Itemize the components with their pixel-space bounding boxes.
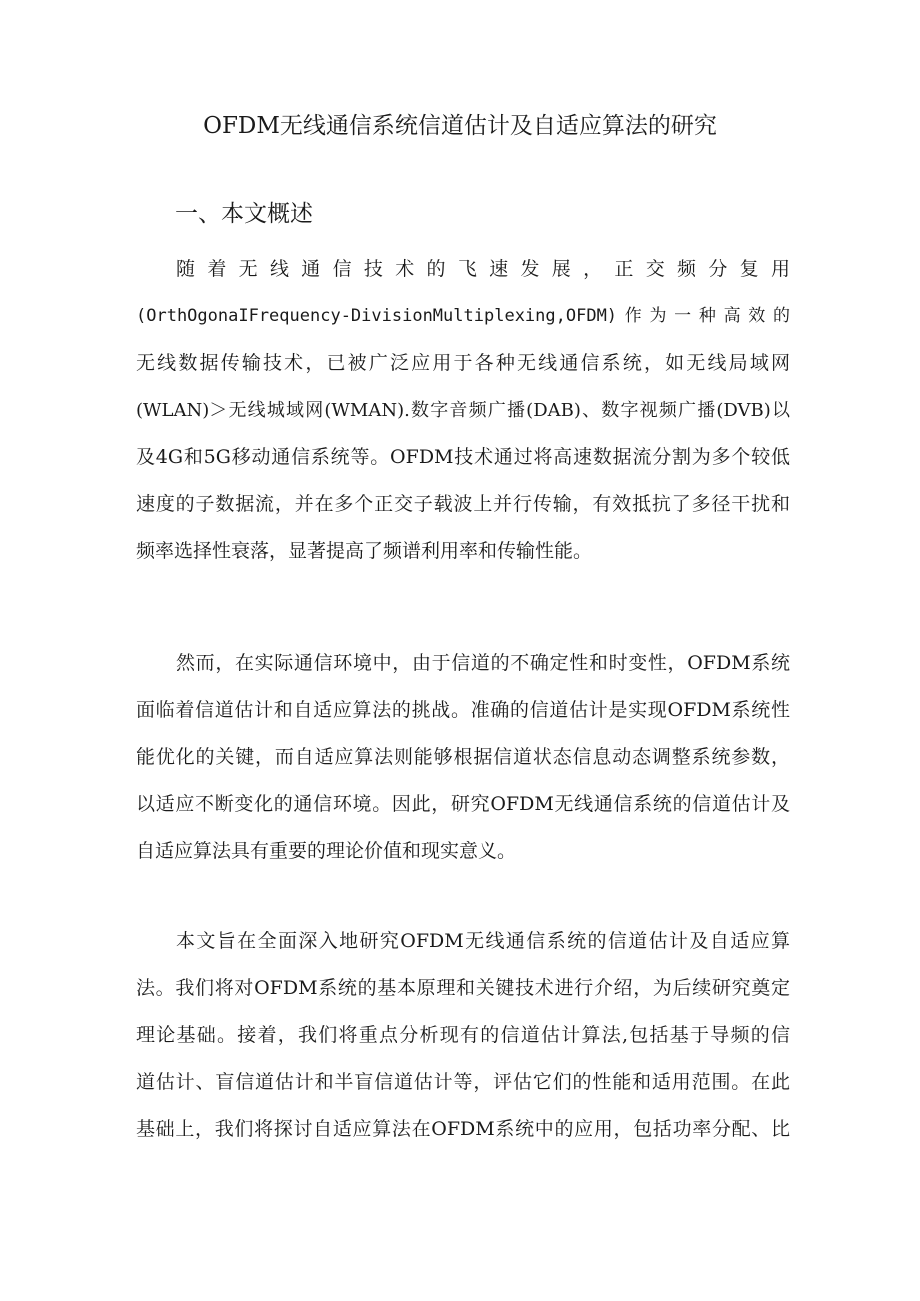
paragraph-line: 面临着信道估计和自适应算法的挑战。准确的信道估计是实现OFDM系统性 — [136, 699, 790, 721]
paragraph-line: 理论基础。接着，我们将重点分析现有的信道估计算法,包括基于导频的信 — [136, 1024, 790, 1046]
paragraph-line: 然而，在实际通信环境中，由于信道的不确定性和时变性，OFDM系统 — [176, 652, 790, 674]
paragraph-3 — [136, 918, 790, 1153]
paragraph-line: 速度的子数据流，并在多个正交子载波上并行传输，有效抵抗了多径干扰和 — [136, 493, 790, 515]
document-title: OFDM无线通信系统信道估计及自适应算法的研究 — [203, 113, 717, 139]
paragraph-line: 法。我们将对OFDM系统的基本原理和关键技术进行介绍，为后续研究奠定 — [136, 977, 790, 999]
paragraph-line: 自适应算法具有重要的理论价值和现实意义。 — [136, 840, 517, 862]
paragraph-1 — [136, 246, 790, 575]
paragraph-line: 基础上，我们将探讨自适应算法在OFDM系统中的应用，包括功率分配、比 — [136, 1118, 790, 1140]
paragraph-line: 频率选择性衰落，显著提高了频谱利用率和传输性能。 — [136, 540, 593, 562]
paragraph-line: 无线数据传输技术，已被广泛应用于各种无线通信系统，如无线局域网 — [136, 352, 790, 374]
paragraph-line: 随 着 无 线 通 信 技 术 的 飞 速 发 展 ， 正 交 频 分 复 用 — [176, 258, 790, 280]
paragraph-line: (WLAN)＞无线城域网(WMAN).数字音频广播(DAB)、数字视频广播(DVB)以 — [136, 400, 790, 421]
section-heading: 一、本文概述 — [175, 201, 313, 227]
paragraph-line: 道估计、盲信道估计和半盲信道估计等，评估它们的性能和适用范围。在此 — [136, 1071, 790, 1093]
paragraph-line: (OrthOgonaIFrequency-DivisionMultiplexing,OFDM)作为一种高效的 — [136, 306, 790, 326]
paragraph-line: 本文旨在全面深入地研究OFDM无线通信系统的信道估计及自适应算 — [176, 930, 790, 952]
paragraph-line: 能优化的关键，而自适应算法则能够根据信道状态信息动态调整系统参数， — [136, 746, 790, 768]
paragraph-2 — [136, 640, 790, 875]
paragraph-line: 及4G和5G移动通信系统等。OFDM技术通过将高速数据流分割为多个较低 — [136, 446, 790, 468]
paragraph-line: 以适应不断变化的通信环境。因此，研究OFDM无线通信系统的信道估计及 — [136, 793, 790, 815]
